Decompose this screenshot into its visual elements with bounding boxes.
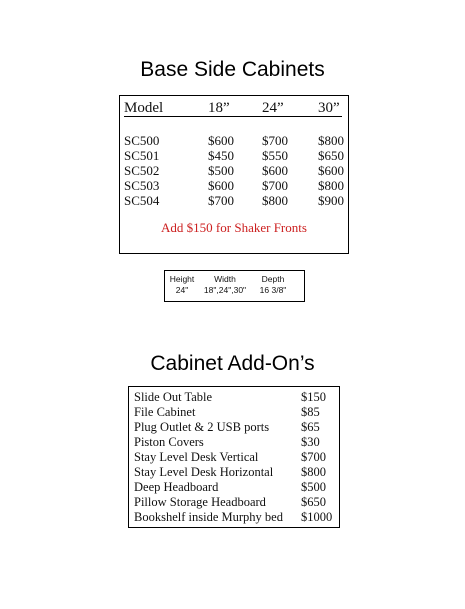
addon-name: Plug Outlet & 2 USB ports [134, 420, 270, 434]
model-cell: SC501 [124, 148, 160, 163]
model-cell: SC502 [124, 163, 160, 178]
price-cell: $800 [318, 178, 344, 193]
addon-price: $65 [301, 420, 320, 434]
price-cell: $600 [208, 178, 234, 193]
price-cell: $550 [262, 148, 288, 163]
list-item [129, 480, 339, 495]
addon-name: Bookshelf inside Murphy bed [134, 510, 283, 524]
dimensions-box [164, 270, 305, 302]
header-model: Model [124, 100, 164, 116]
addon-name: Deep Headboard [134, 480, 219, 494]
addon-price: $800 [301, 465, 326, 479]
price-cell: $450 [208, 148, 234, 163]
addons-title: Cabinet Add-On’s [150, 352, 315, 375]
model-cell: SC504 [124, 193, 160, 208]
list-item [129, 495, 339, 510]
price-cell: $600 [318, 163, 344, 178]
width-label: Width [214, 274, 236, 284]
header-18: 18” [208, 100, 230, 116]
addon-price: $650 [301, 495, 326, 509]
price-cell: $700 [262, 133, 288, 148]
price-cell: $600 [208, 133, 234, 148]
price-cell: $700 [208, 193, 234, 208]
price-cell: $700 [262, 178, 288, 193]
header-30: 30” [318, 100, 340, 116]
addon-name: Stay Level Desk Vertical [134, 450, 259, 464]
height-value: 24" [175, 285, 189, 295]
addon-price: $700 [301, 450, 326, 464]
list-item [129, 390, 339, 405]
addon-price: $150 [301, 390, 326, 404]
table-header-row [120, 100, 348, 116]
model-cell: SC500 [124, 133, 160, 148]
addon-name: Pillow Storage Headboard [134, 495, 266, 509]
list-item [129, 450, 339, 465]
model-cell: SC503 [124, 178, 160, 193]
addon-name: Stay Level Desk Horizontal [134, 465, 274, 479]
dimension-height [167, 274, 197, 296]
addon-name: Slide Out Table [134, 390, 213, 404]
price-cell: $900 [318, 193, 344, 208]
table-row [120, 148, 348, 164]
addon-price: $1000 [301, 510, 333, 524]
header-24: 24” [262, 100, 284, 116]
addon-price: $500 [301, 480, 326, 494]
dimension-depth [253, 274, 293, 296]
addons-price-list [128, 386, 340, 528]
table-row [120, 163, 348, 179]
depth-label: Depth [261, 274, 285, 284]
list-item [129, 510, 339, 525]
base-cabinets-price-table [119, 95, 349, 254]
addon-name: Piston Covers [134, 435, 204, 449]
list-item [129, 405, 339, 420]
height-label: Height [169, 274, 195, 284]
addon-name: File Cabinet [134, 405, 196, 419]
addon-price: $30 [301, 435, 320, 449]
price-cell: $500 [208, 163, 234, 178]
width-value: 18",24",30" [203, 285, 247, 295]
shaker-fronts-note: Add $150 for Shaker Fronts [161, 220, 307, 235]
price-cell: $800 [318, 133, 344, 148]
table-row [120, 178, 348, 194]
table-row [120, 193, 348, 209]
price-cell: $600 [262, 163, 288, 178]
price-cell: $800 [262, 193, 288, 208]
list-item [129, 420, 339, 435]
price-cell: $650 [318, 148, 344, 163]
list-item [129, 465, 339, 480]
depth-value: 16 3/8" [259, 285, 287, 295]
header-underline [124, 116, 342, 117]
list-item [129, 435, 339, 450]
addon-price: $85 [301, 405, 320, 419]
base-cabinets-title: Base Side Cabinets [140, 58, 325, 81]
dimension-width [201, 274, 249, 296]
table-row [120, 133, 348, 149]
